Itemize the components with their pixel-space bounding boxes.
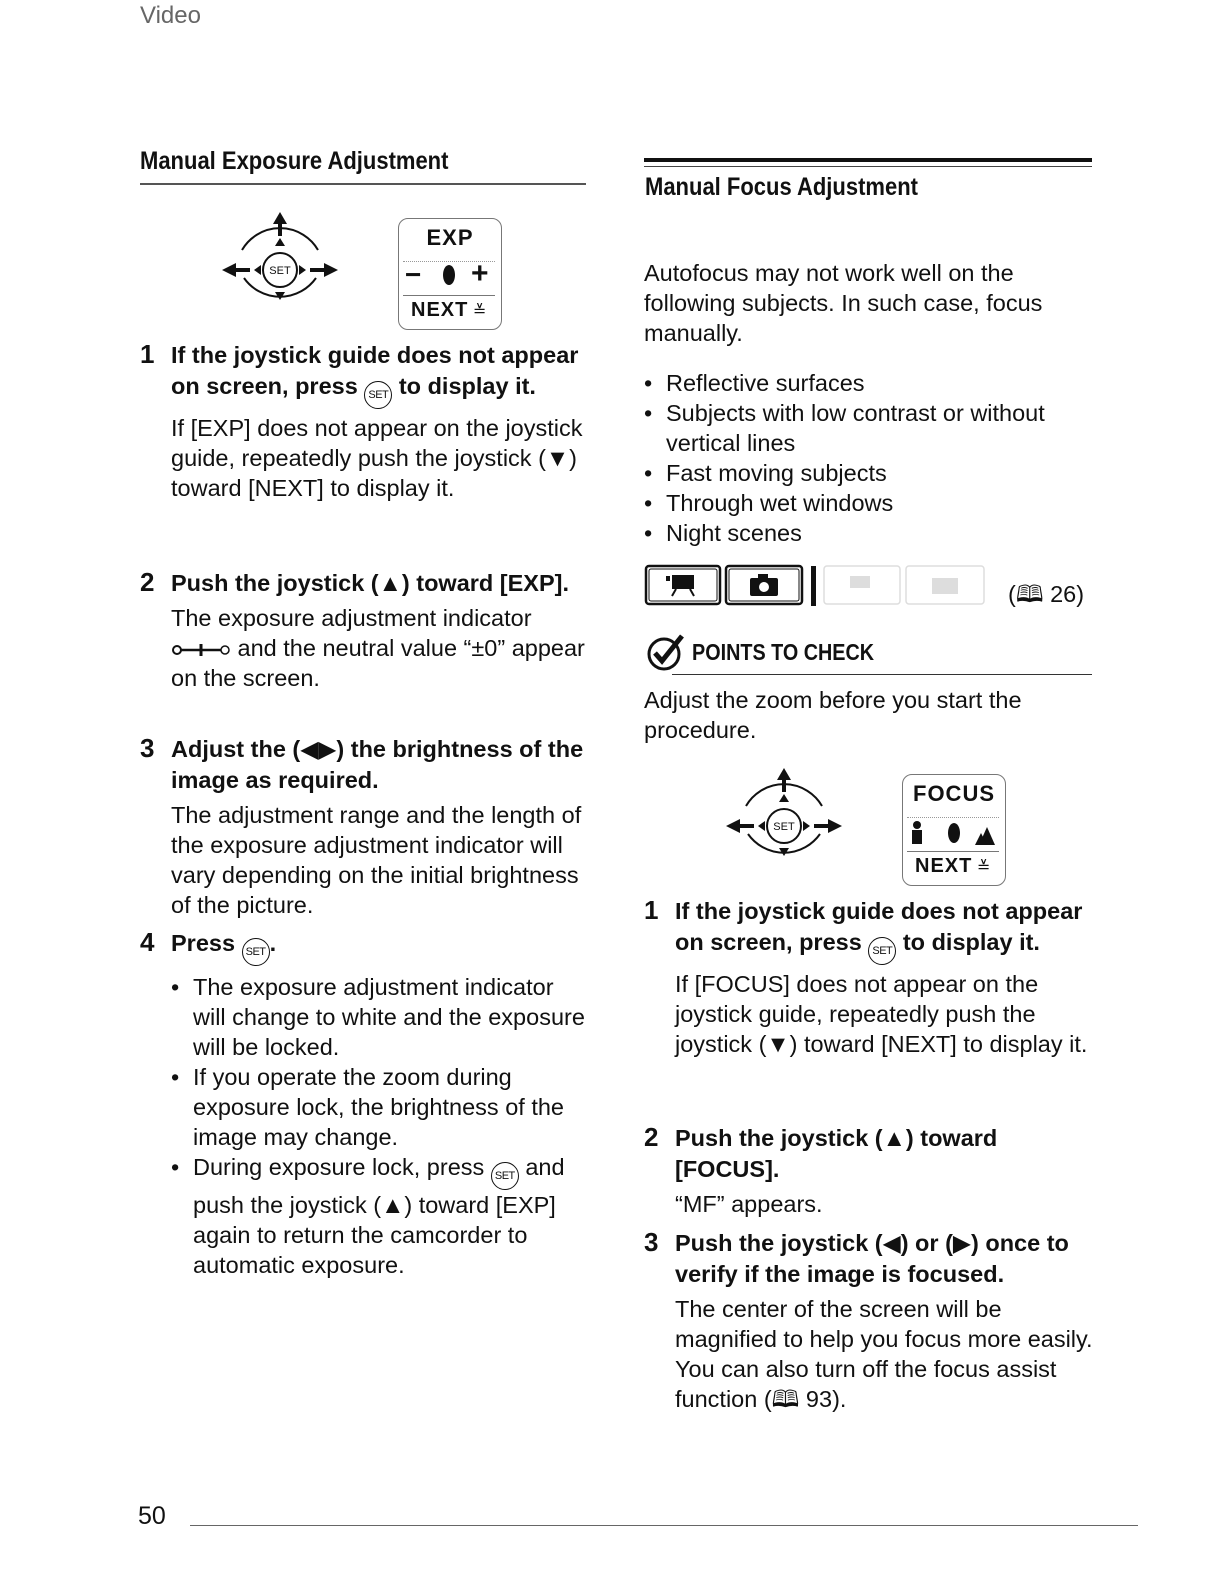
step-number: 3 — [644, 1227, 659, 1257]
list-item: • Subjects with low contrast or without vertical lines — [644, 398, 1094, 458]
focus-step-2 — [644, 1123, 1094, 1219]
step-heading: Push the joystick (▲) toward [EXP]. — [171, 570, 570, 596]
indicator-dot-icon — [443, 265, 455, 285]
step-heading: If the joystick guide does not appear on screen, press SET to display it. — [675, 896, 1094, 965]
focus-step-1 — [644, 896, 1094, 1059]
step-heading: Push the joystick (▲) toward [FOCUS]. — [675, 1125, 998, 1182]
list-item: • If you operate the zoom during exposure lock, the brightness of the image may change. — [171, 1062, 590, 1152]
list-item: • Reflective surfaces — [644, 368, 1094, 398]
list-item: • Through wet windows — [644, 488, 1094, 518]
section-rule — [140, 183, 586, 185]
page-number: 50 — [138, 1502, 166, 1530]
exposure-indicator-icon — [171, 643, 231, 657]
checkmark-icon — [644, 630, 690, 674]
list-item: • Fast moving subjects — [644, 458, 1094, 488]
mode-icons — [644, 564, 988, 608]
step-number: 2 — [644, 1122, 659, 1152]
joystick-icon — [220, 210, 340, 310]
book-icon: 🕮 — [1015, 581, 1044, 607]
points-to-check-text: Adjust the zoom before you start the procedure. — [644, 687, 1022, 743]
set-button-icon: SET — [868, 937, 896, 965]
next-label: NEXT — [915, 855, 973, 877]
list-item: • The exposure adjustment indicator will change to white and the exposure will be locked. — [171, 972, 590, 1062]
exp-guide — [398, 218, 502, 330]
step-body: If [FOCUS] does not appear on the joystick guide, repeatedly push the joystick (▼) toward [NEXT] to display it. — [675, 971, 1088, 1057]
step-body: The adjustment range and the length of the exposure adjustment indicator will vary depending on the initial brightness of the picture. — [171, 802, 582, 918]
step-number: 1 — [140, 339, 155, 369]
step-heading: If the joystick guide does not appear on screen, press SET to display it. — [171, 340, 590, 409]
running-header: Video — [140, 2, 201, 29]
book-icon: 🕮 — [771, 1386, 800, 1412]
chevron-down-icon: ≚ — [473, 303, 487, 320]
step-heading: Press SET . — [171, 928, 590, 966]
plus-icon: + — [471, 257, 489, 290]
joystick-icon — [724, 766, 844, 866]
step-body: “MF” appears. — [675, 1191, 823, 1217]
page-ref: (🕮 26) — [1008, 581, 1085, 607]
footer-rule — [190, 1525, 1138, 1526]
focus-intro: Autofocus may not work well on the following subjects. In such case, focus manually. — [644, 260, 1043, 346]
step-body: The exposure adjustment indicator and the neutral value “±0” appear on the screen. — [171, 605, 585, 691]
step-body: If [EXP] does not appear on the joystick guide, repeatedly push the joystick (▼) toward [NEXT] to display it. — [171, 415, 583, 501]
exp-step-3 — [140, 734, 590, 920]
set-button-icon: SET — [364, 381, 392, 409]
focus-range-icon — [909, 819, 999, 847]
step-heading: Push the joystick (◀) or (▶) once to verify if the image is focused. — [675, 1230, 1069, 1287]
exp-step-4 — [140, 928, 590, 1280]
focus-step-3 — [644, 1228, 1094, 1414]
step-number: 3 — [140, 733, 155, 763]
focus-subject-list — [644, 368, 1094, 548]
step-number: 2 — [140, 567, 155, 597]
points-to-check-title: POINTS TO CHECK — [692, 639, 875, 665]
step-heading: Adjust the (◀▶) the brightness of the image as required. — [171, 736, 584, 793]
list-item: • Night scenes — [644, 518, 1094, 548]
guide-label-exp: EXP — [426, 225, 474, 250]
list-item: • During exposure lock, press SET and push the joystick (▲) toward [EXP] again to return the camcorder to automatic exposure. — [171, 1152, 590, 1280]
section-title-exposure: Manual Exposure Adjustment — [140, 147, 449, 175]
step-number: 4 — [140, 927, 155, 957]
guide-label-focus: FOCUS — [913, 781, 995, 806]
step-number: 1 — [644, 895, 659, 925]
minus-icon: − — [405, 259, 422, 290]
set-button-icon: SET — [242, 938, 270, 966]
exp-step-4-bullets — [171, 972, 590, 1280]
set-button-icon: SET — [491, 1162, 519, 1190]
step-body: The center of the screen will be magnified to help you focus more easily. You can also turn off the focus assist function (🕮 93). — [675, 1296, 1093, 1412]
set-label: SET — [269, 265, 291, 277]
svg-text:SET: SET — [773, 821, 795, 833]
exp-step-1 — [140, 340, 590, 503]
exp-step-2 — [140, 568, 590, 693]
next-label: NEXT — [411, 299, 469, 321]
focus-guide — [902, 774, 1006, 886]
chevron-down-icon: ≚ — [977, 859, 991, 876]
section-top-rule — [644, 158, 1092, 162]
section-title-focus: Manual Focus Adjustment — [645, 173, 918, 201]
